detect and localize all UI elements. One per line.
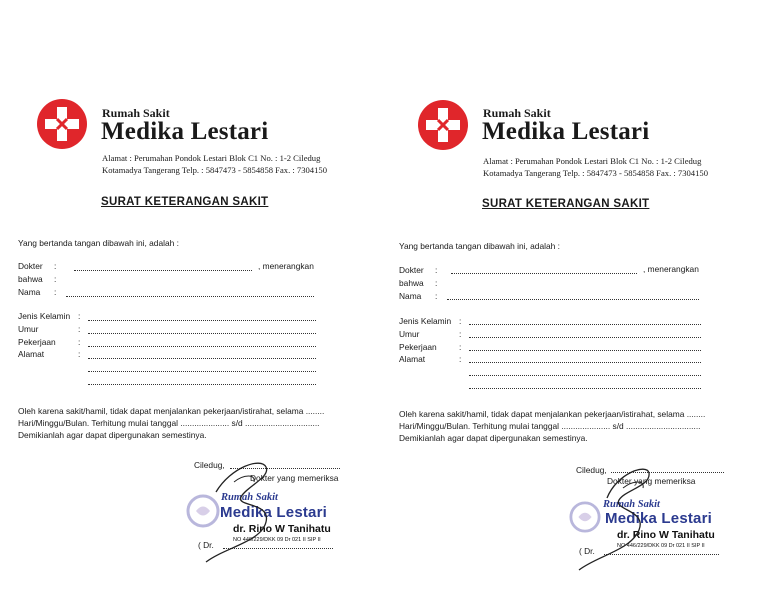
hospital-prefix: Rumah Sakit [483,106,551,120]
statement-line2: Hari/Minggu/Bulan. Terhitung mulai tanggal ..................... s/d ................................ [399,421,701,431]
doctor-paren: ( Dr. [198,540,214,550]
label-bahwa: bahwa [18,274,43,284]
field-umur[interactable] [88,333,316,334]
label-alamat: Alamat [399,354,426,364]
signature-icon [196,452,306,567]
label-alamat: Alamat [18,349,45,359]
place-label: Ciledug, [194,460,225,470]
colon: : [459,329,462,339]
statement-line3: Demikianlah agar dapat dipergunakan semestinya. [18,430,207,440]
field-jenis-kelamin[interactable] [88,320,316,321]
statement-line2: Hari/Minggu/Bulan. Terhitung mulai tanggal ..................... s/d ................................ [18,418,320,428]
intro-text: Yang bertanda tangan dibawah ini, adalah : [18,238,179,248]
colon: : [435,291,438,301]
field-nama[interactable] [447,299,699,300]
field-alamat-3[interactable] [469,388,701,389]
colon: : [78,311,81,321]
field-alamat-1[interactable] [88,358,316,359]
stamp-name: Medika Lestari [220,504,328,521]
hospital-prefix: Rumah Sakit [102,106,170,120]
label-pekerjaan: Pekerjaan [399,342,437,352]
doctor-name: dr. Rino W Tanihatu [233,523,331,535]
statement-line3: Demikianlah agar dapat dipergunakan semestinya. [399,433,588,443]
label-umur: Umur [18,324,39,334]
place-label: Ciledug, [576,465,607,475]
hospital-name: Medika Lestari [101,118,269,145]
hospital-address-line1: Alamat : Perumahan Pondok Lestari Blok C1 No. : 1-2 Ciledug [102,153,321,163]
hospital-logo-icon [417,99,469,151]
hospital-address-line1: Alamat : Perumahan Pondok Lestari Blok C1 No. : 1-2 Ciledug [483,156,702,166]
doctor-paren: ( Dr. [579,546,595,556]
menerangkan-text: , menerangkan [258,261,314,271]
field-nama[interactable] [66,296,314,297]
hospital-name: Medika Lestari [482,118,650,145]
label-nama: Nama [399,291,422,301]
field-dokter[interactable] [74,270,252,271]
field-dokter[interactable] [451,273,637,274]
menerangkan-text: , menerangkan [643,264,699,274]
field-umur[interactable] [469,337,701,338]
field-jenis-kelamin[interactable] [469,324,701,325]
colon: : [54,274,57,284]
colon: : [78,349,81,359]
hospital-logo-icon [36,98,88,150]
sick-note-form-2 [399,96,739,616]
colon: : [459,316,462,326]
colon: : [435,265,438,275]
colon: : [435,278,438,288]
field-alamat-2[interactable] [88,371,316,372]
field-alamat-3[interactable] [88,384,316,385]
signer-label: Dokter yang memeriksa [607,476,696,486]
label-pekerjaan: Pekerjaan [18,337,56,347]
colon: : [459,354,462,364]
document-title: SURAT KETERANGAN SAKIT [101,196,269,208]
label-jenis-kelamin: Jenis Kelamin [399,316,452,326]
signature-icon [567,458,677,573]
field-pekerjaan[interactable] [469,350,701,351]
label-bahwa: bahwa [399,278,424,288]
intro-text: Yang bertanda tangan dibawah ini, adalah : [399,241,560,251]
hospital-address-line2: Kotamadya Tangerang Telp. : 5847473 - 5854858 Fax. : 7304150 [102,165,327,175]
doctor-number: NO 446/229/DKK 09 Dr 021 II SIP II [233,537,321,543]
statement-line1: Oleh karena sakit/hamil, tidak dapat menjalankan pekerjaan/istirahat, selama ........ [18,406,325,416]
colon: : [78,324,81,334]
doctor-name: dr. Rino W Tanihatu [617,529,715,541]
field-alamat-2[interactable] [469,375,701,376]
stamp-prefix: Rumah Sakit [603,499,660,510]
hospital-address-line2: Kotamadya Tangerang Telp. : 5847473 - 5854858 Fax. : 7304150 [483,168,708,178]
stamp-prefix: Rumah Sakit [221,492,278,503]
sick-note-form-1 [18,92,358,612]
field-alamat-1[interactable] [469,362,701,363]
statement-line1: Oleh karena sakit/hamil, tidak dapat menjalankan pekerjaan/istirahat, selama ........ [399,409,706,419]
colon: : [54,261,57,271]
stamp-name: Medika Lestari [605,510,713,527]
label-dokter: Dokter [399,265,424,275]
label-nama: Nama [18,287,41,297]
signer-label: Dokter yang memeriksa [250,473,339,483]
label-dokter: Dokter [18,261,43,271]
label-jenis-kelamin: Jenis Kelamin [18,311,71,321]
colon: : [54,287,57,297]
document-title: SURAT KETERANGAN SAKIT [482,198,650,210]
field-pekerjaan[interactable] [88,346,316,347]
doctor-number: NO 446/229/DKK 09 Dr 021 II SIP II [617,543,705,549]
colon: : [78,337,81,347]
colon: : [459,342,462,352]
label-umur: Umur [399,329,420,339]
